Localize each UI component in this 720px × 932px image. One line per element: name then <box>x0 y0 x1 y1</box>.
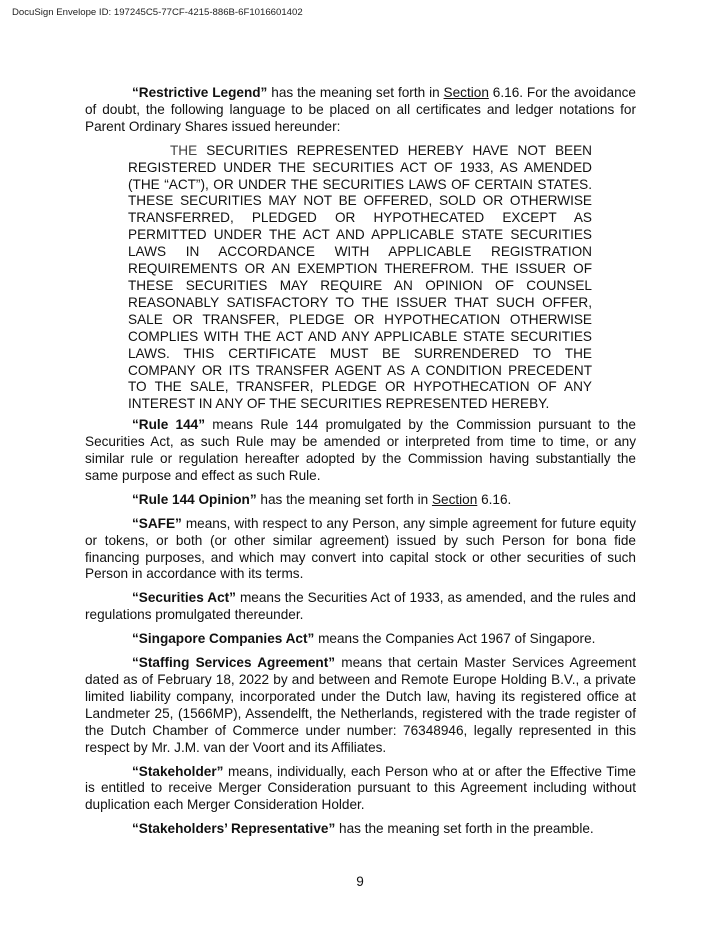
definition-text: 6.16. For the avoidance of doubt, the following language to be placed on all certificates and ledger notations for Parent Ordinary Shares issued hereunder: <box>85 85 636 134</box>
section-link[interactable]: Section <box>443 85 489 100</box>
defined-term: “SAFE” <box>132 515 182 531</box>
defined-term: “Rule 144 Opinion” <box>132 491 257 507</box>
defined-term: “Securities Act” <box>132 590 236 606</box>
definition-text: means, with respect to any Person, any simple agreement for future equity or tokens, or both (or other similar agreement) issued by such Person for bona fide financing purposes, and which may convert into capital stock or other securities of such Person in accordance with its terms. <box>85 515 636 582</box>
defined-term: “Stakeholder” <box>132 763 224 779</box>
definition-text: means the Securities Act of 1933, as amended, and the rules and regulations promulgated thereunder. <box>85 590 636 623</box>
definition-text: means Rule 144 promulgated by the Commission pursuant to the Securities Act, as such Rule may be amended or interpreted from time to time, or any similar rule or regulation hereafter adopted by the Commission having substantially the same purpose and effect as such Rule. <box>85 417 636 483</box>
definition-text: 6.16. <box>477 491 512 507</box>
defined-term: “Singapore Companies Act” <box>132 631 315 647</box>
defined-term: “Restrictive Legend” <box>132 85 268 100</box>
definition-staffing-services-agreement <box>85 655 636 756</box>
definition-stakeholders-representative <box>85 821 636 838</box>
definition-text: has the meaning set forth in <box>256 491 432 507</box>
definition-text: has the meaning set forth in the preamble. <box>335 821 594 837</box>
definition-safe <box>85 516 636 584</box>
definition-restrictive-legend <box>85 85 636 136</box>
definition-text: means the Companies Act 1967 of Singapore. <box>314 631 596 647</box>
docusign-envelope-id: DocuSign Envelope ID: 197245C5-77CF-4215-886B-6F1016601402 <box>12 7 303 18</box>
defined-term: “Staffing Services Agreement” <box>132 655 336 671</box>
definition-rule-144-opinion <box>85 492 636 509</box>
definition-text: means, individually, each Person who at or after the Effective Time is entitled to receive Merger Consideration pursuant to this Agreement including without duplication each Merger Consideration Holder. <box>85 763 636 813</box>
legend-body: SECURITIES REPRESENTED HEREBY HAVE NOT BEEN REGISTERED UNDER THE SECURITIES ACT OF 1933, AS AMENDED (THE “ACT”), OR UNDER THE SECURITIES LAWS OF CERTAIN STATES. THESE SECURITIES MAY NOT BE OFFERED, SOLD OR OTHERWISE TRANSFERRED, PLEDGED OR HYPOTHECATED EXCEPT AS PERMITTED UNDER THE ACT AND APPLICABLE STATE SECURITIES LAWS IN ACCORDANCE WITH APPLICABLE REGISTRATION REQUIREMENTS OR AN EXEMPTION THEREFROM. THE ISSUER OF THESE SECURITIES MAY REQUIRE AN OPINION OF COUNSEL REASONABLY SATISFACTORY TO THE ISSUER THAT SUCH OFFER, SALE OR TRANSFER, PLEDGE OR HYPOTHECATION OTHERWISE COMPLIES WITH THE ACT AND ANY APPLICABLE STATE SECURITIES LAWS. THIS CERTIFICATE MUST BE SURRENDERED TO THE COMPANY OR ITS TRANSFER AGENT AS A CONDITION PRECEDENT TO THE SALE, TRANSFER, PLEDGE OR HYPOTHECATION OF ANY INTEREST IN ANY OF THE SECURITIES REPRESENTED HEREBY. <box>128 142 592 412</box>
defined-term: “Rule 144” <box>132 417 206 433</box>
definition-singapore-companies-act <box>85 631 636 648</box>
page-number: 9 <box>356 874 364 889</box>
document-page <box>85 85 636 845</box>
definition-securities-act <box>85 590 636 624</box>
section-link[interactable]: Section <box>431 491 478 507</box>
definition-stakeholder <box>85 764 636 815</box>
defined-term: “Stakeholders’ Representative” <box>132 821 336 837</box>
restrictive-legend-text <box>128 143 592 414</box>
legend-lead: THE <box>170 142 198 158</box>
definition-text: has the meaning set forth in <box>267 85 444 100</box>
definition-rule-144 <box>85 417 636 485</box>
definition-text: means that certain Master Services Agreement dated as of February 18, 2022 by and between and Remote Europe Holding B.V., a private limited liability company, incorporated under the Dutch law, having its registered office at Landmeter 25, (1566MP), Assendelft, the Netherlands, registered with the trade register of the Dutch Chamber of Commerce under number: 76348946, legally represented in this respect by Mr. J.M. van der Voort and its Affiliates. <box>85 655 636 755</box>
